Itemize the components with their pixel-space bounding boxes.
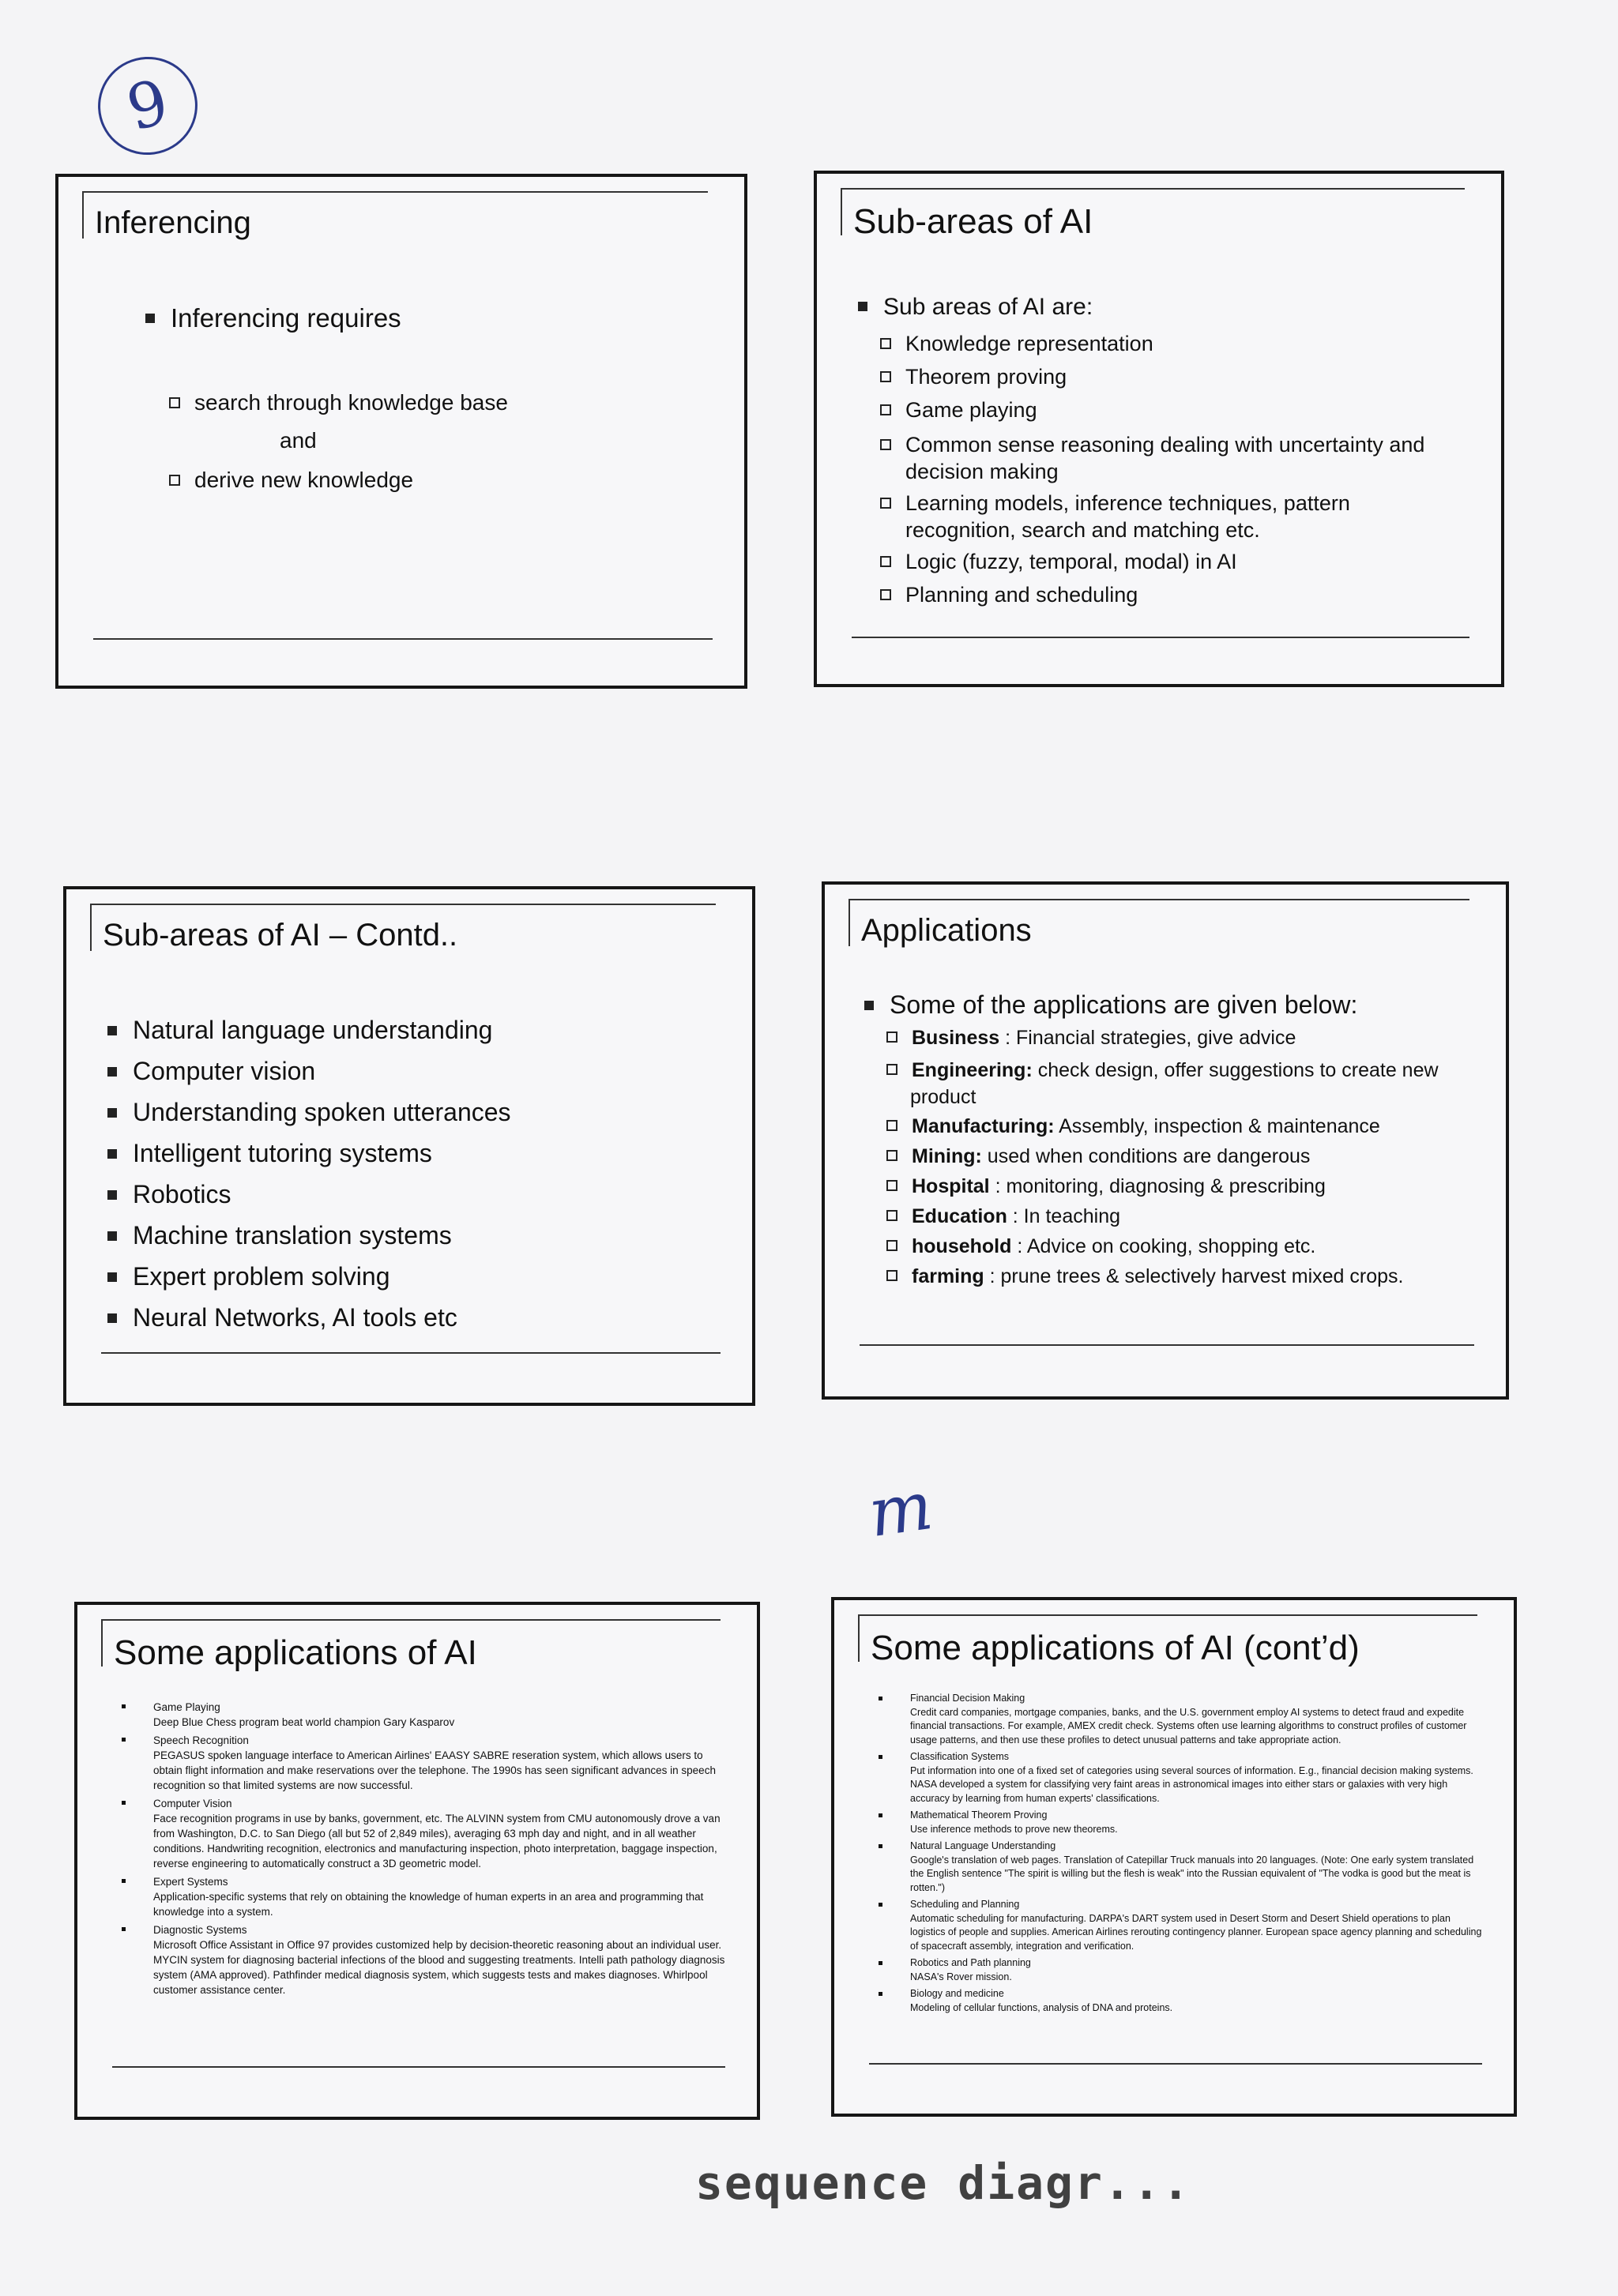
app-label: Engineering: bbox=[912, 1059, 1033, 1081]
slide-bottom-rule bbox=[852, 637, 1469, 638]
item-body: Credit card companies, mortgage companies, banks, and the U.S. government employ AI systems to detect fraud and expedite financial transactions. For example, AMEX credit check. Systems often use learning algorithms to construct profiles of customer usage patterns, and then use these profiles to detect unusual patterns and take appropriate action. bbox=[910, 1706, 1467, 1745]
hollow-box-bullet-icon bbox=[169, 397, 180, 408]
app-item bbox=[886, 1027, 1296, 1050]
list-item bbox=[879, 1809, 1482, 1836]
bullet-item bbox=[107, 1262, 389, 1291]
slide-bottom-rule bbox=[860, 1344, 1474, 1346]
hollow-box-bullet-icon bbox=[886, 1064, 897, 1075]
hollow-box-bullet-icon bbox=[880, 404, 891, 415]
list-item bbox=[879, 1898, 1482, 1953]
item-body: Face recognition programs in use by banks, government, etc. The ALVINN system from CMU autonomously drove a van from Washington, D.C. to San Diego (all but 52 of 2,849 miles), averaging 63 mph day and night, and in all weather conditions. Handwriting recognition, electronics and manufacturing inspection, photo interpretation, baggage inspection, reverse engineering to automatically construct a 3D geometric model. bbox=[153, 1813, 721, 1869]
application-list bbox=[122, 1700, 725, 2001]
sub-item bbox=[169, 468, 413, 493]
bullet-text: Natural language understanding bbox=[133, 1016, 493, 1044]
list-item bbox=[122, 1922, 725, 1997]
bullet-dot-icon bbox=[879, 1903, 882, 1907]
app-label: Business bbox=[912, 1027, 1000, 1049]
hollow-box-bullet-icon bbox=[886, 1032, 897, 1043]
bullet-text: Machine translation systems bbox=[133, 1221, 452, 1249]
sub-item-text: Learning models, inference techniques, pattern recognition, search and matching etc. bbox=[905, 491, 1350, 542]
item-body: Deep Blue Chess program beat world champion Gary Kasparov bbox=[153, 1716, 455, 1728]
item-heading: Natural Language Understanding bbox=[910, 1840, 1056, 1851]
app-item bbox=[886, 1057, 1495, 1110]
bullet-item bbox=[107, 1303, 457, 1332]
hollow-box-bullet-icon bbox=[886, 1120, 897, 1131]
application-list bbox=[879, 1692, 1482, 2018]
bullet-item bbox=[145, 303, 401, 333]
connector-text: and bbox=[280, 428, 317, 453]
item-heading: Expert Systems bbox=[153, 1876, 228, 1888]
app-item bbox=[886, 1235, 1315, 1258]
slide-bottom-rule bbox=[869, 2063, 1482, 2065]
slide-title: Sub-areas of AI – Contd.. bbox=[103, 918, 458, 953]
slide-left-rule bbox=[90, 904, 92, 951]
bullet-text: Expert problem solving bbox=[133, 1262, 390, 1291]
bullet-item bbox=[107, 1016, 492, 1045]
item-heading: Speech Recognition bbox=[153, 1734, 249, 1746]
list-item bbox=[122, 1733, 725, 1793]
sub-item bbox=[880, 490, 1458, 543]
hollow-box-bullet-icon bbox=[886, 1270, 897, 1281]
sub-item-text: derive new knowledge bbox=[194, 468, 414, 492]
slide-bottom-rule bbox=[112, 2066, 725, 2068]
item-body: Put information into one of a fixed set of categories using several sources of information. E.g., financial decision making systems. NASA developed a system for classifying very faint areas in astronomical images into either stars or galaxies with very high accuracy by learning from human experts' classifications. bbox=[910, 1764, 1473, 1804]
slide-bottom-rule bbox=[101, 1352, 721, 1354]
bullet-text: Understanding spoken utterances bbox=[133, 1098, 511, 1126]
slide-left-rule bbox=[841, 188, 842, 235]
item-heading: Financial Decision Making bbox=[910, 1693, 1025, 1704]
sub-item-text: Planning and scheduling bbox=[905, 583, 1138, 607]
item-body: NASA's Rover mission. bbox=[910, 1971, 1012, 1982]
slide-left-rule bbox=[858, 1614, 860, 1662]
square-bullet-icon bbox=[107, 1067, 117, 1077]
slide-applications bbox=[822, 881, 1509, 1400]
bullet-text: Intelligent tutoring systems bbox=[133, 1139, 432, 1167]
slide-top-rule bbox=[82, 191, 708, 193]
square-bullet-icon bbox=[145, 314, 155, 323]
item-heading: Computer Vision bbox=[153, 1798, 232, 1809]
app-label: household bbox=[912, 1235, 1012, 1257]
slide-title: Sub-areas of AI bbox=[853, 202, 1093, 241]
app-text: : In teaching bbox=[1007, 1205, 1120, 1227]
square-bullet-icon bbox=[107, 1149, 117, 1159]
hollow-box-bullet-icon bbox=[880, 439, 891, 450]
sub-item-text: search through knowledge base bbox=[194, 390, 508, 415]
slide-bottom-rule bbox=[93, 638, 713, 640]
slide-left-rule bbox=[849, 899, 850, 946]
slide-top-rule bbox=[858, 1614, 1477, 1616]
bullet-text: Computer vision bbox=[133, 1057, 316, 1085]
hollow-box-bullet-icon bbox=[880, 338, 891, 349]
app-item bbox=[886, 1115, 1380, 1138]
item-body: PEGASUS spoken language interface to American Airlines' EAASY SABRE reseration system, which allows users to obtain flight information and make reservations over the telephone. The 1990s has seen significant advances in speech recognition so that limited systems are now successful. bbox=[153, 1749, 716, 1791]
item-heading: Mathematical Theorem Proving bbox=[910, 1809, 1048, 1821]
list-item bbox=[879, 1956, 1482, 1984]
square-bullet-icon bbox=[107, 1108, 117, 1118]
app-item bbox=[886, 1145, 1310, 1168]
bullet-item bbox=[858, 294, 1093, 321]
item-body: Modeling of cellular functions, analysis of DNA and proteins. bbox=[910, 2001, 1173, 2013]
square-bullet-icon bbox=[107, 1231, 117, 1241]
bullet-item bbox=[107, 1139, 432, 1168]
bullet-dot-icon bbox=[879, 1844, 882, 1848]
app-text: check design, offer suggestions to create new product bbox=[910, 1059, 1439, 1108]
slide-title: Inferencing bbox=[95, 205, 251, 240]
hollow-box-bullet-icon bbox=[886, 1150, 897, 1161]
bullet-item bbox=[107, 1180, 231, 1209]
item-body: Use inference methods to prove new theorems. bbox=[910, 1823, 1118, 1835]
item-body: Google's translation of web pages. Translation of Catepillar Truck manuals into 20 languages. (Note: One early system translated the English sentence "The spirit is willing but the flesh is weak" into the Russian equivalent of "The vodka is good but the meat is rotten.") bbox=[910, 1854, 1474, 1893]
hollow-box-bullet-icon bbox=[169, 475, 180, 486]
sub-item bbox=[169, 390, 508, 415]
square-bullet-icon bbox=[107, 1190, 117, 1200]
slide-subareas-contd bbox=[63, 886, 755, 1406]
list-item bbox=[879, 1839, 1482, 1895]
app-label: Hospital bbox=[912, 1175, 990, 1197]
sub-item-text: Common sense reasoning dealing with uncertainty and decision making bbox=[905, 433, 1425, 483]
slide-top-rule bbox=[90, 904, 716, 905]
square-bullet-icon bbox=[107, 1272, 117, 1282]
hollow-box-bullet-icon bbox=[880, 498, 891, 509]
app-label: farming bbox=[912, 1265, 984, 1287]
app-item bbox=[886, 1205, 1120, 1228]
bullet-item bbox=[864, 990, 1357, 1020]
item-heading: Robotics and Path planning bbox=[910, 1957, 1031, 1968]
app-item bbox=[886, 1265, 1403, 1288]
bullet-item bbox=[107, 1221, 452, 1250]
app-text: used when conditions are dangerous bbox=[981, 1145, 1311, 1167]
sub-item bbox=[880, 431, 1506, 485]
slide-inferencing bbox=[55, 174, 747, 689]
list-item bbox=[879, 1750, 1482, 1806]
sub-item bbox=[880, 398, 1037, 423]
list-item bbox=[122, 1796, 725, 1871]
app-text: : Financial strategies, give advice bbox=[999, 1027, 1296, 1049]
bullet-text: Sub areas of AI are: bbox=[883, 294, 1093, 320]
hollow-box-bullet-icon bbox=[886, 1210, 897, 1221]
app-text: : Advice on cooking, shopping etc. bbox=[1011, 1235, 1316, 1257]
list-item bbox=[879, 1987, 1482, 2015]
hollow-box-bullet-icon bbox=[886, 1180, 897, 1191]
hollow-box-bullet-icon bbox=[880, 371, 891, 382]
slide-left-rule bbox=[101, 1619, 103, 1667]
bullet-dot-icon bbox=[122, 1738, 126, 1742]
bullet-dot-icon bbox=[122, 1704, 126, 1708]
sub-item-text: Theorem proving bbox=[905, 365, 1067, 389]
sub-item bbox=[880, 583, 1138, 607]
list-item bbox=[879, 1692, 1482, 1747]
bullet-text: Some of the applications are given below: bbox=[890, 990, 1358, 1019]
square-bullet-icon bbox=[107, 1026, 117, 1035]
bullet-dot-icon bbox=[879, 1992, 882, 1996]
item-body: Microsoft Office Assistant in Office 97 provides customized help by decision-theoretic reasoning about an individual user. MYCIN system for diagnosing bacterial infections of the blood and suggesting treatments. Intelli path pathology diagnosis system (AMA approved). Pathfinder medical diagnosis system, which suggests tests and makes diagnoses. Whirlpool customer assistance center. bbox=[153, 1939, 725, 1996]
square-bullet-icon bbox=[858, 302, 867, 311]
bullet-dot-icon bbox=[879, 1961, 882, 1965]
slide-some-applications bbox=[74, 1602, 760, 2120]
sub-item bbox=[880, 332, 1153, 356]
slide-subareas bbox=[814, 171, 1504, 687]
item-heading: Scheduling and Planning bbox=[910, 1899, 1020, 1910]
bullet-dot-icon bbox=[879, 1755, 882, 1759]
item-heading: Diagnostic Systems bbox=[153, 1924, 247, 1936]
sub-item-text: Knowledge representation bbox=[905, 332, 1153, 355]
bullet-dot-icon bbox=[122, 1927, 126, 1931]
app-text: : monitoring, diagnosing & prescribing bbox=[989, 1175, 1326, 1197]
item-heading: Biology and medicine bbox=[910, 1988, 1004, 1999]
square-bullet-icon bbox=[107, 1313, 117, 1323]
list-item bbox=[122, 1700, 725, 1730]
page-number-handwritten: 9 bbox=[88, 47, 208, 166]
app-label: Manufacturing: bbox=[912, 1115, 1055, 1137]
slide-top-rule bbox=[849, 899, 1469, 900]
app-item bbox=[886, 1175, 1326, 1198]
footer-stamp-text: sequence diagr... bbox=[695, 2156, 1191, 2210]
item-body: Automatic scheduling for manufacturing. DARPA's DART system used in Desert Storm and Desert Shield operations to plan logistics of people and supplies. American Airlines rerouting contingency planner. European space agency planning and scheduling of spacecraft assembly, integration and verification. bbox=[910, 1912, 1482, 1952]
bullet-dot-icon bbox=[879, 1813, 882, 1817]
bullet-item bbox=[107, 1098, 511, 1127]
slide-title: Some applications of AI bbox=[114, 1633, 477, 1672]
slide-title: Some applications of AI (cont’d) bbox=[871, 1629, 1360, 1667]
app-text: : prune trees & selectively harvest mixed crops. bbox=[984, 1265, 1404, 1287]
sub-item bbox=[880, 365, 1067, 389]
slide-top-rule bbox=[101, 1619, 721, 1621]
slide-left-rule bbox=[82, 191, 84, 239]
app-text: Assembly, inspection & maintenance bbox=[1054, 1115, 1380, 1137]
sub-item bbox=[880, 550, 1237, 574]
item-heading: Classification Systems bbox=[910, 1751, 1010, 1762]
hollow-box-bullet-icon bbox=[880, 556, 891, 567]
app-label: Education bbox=[912, 1205, 1007, 1227]
hollow-box-bullet-icon bbox=[880, 589, 891, 600]
bullet-item bbox=[107, 1057, 315, 1086]
bullet-dot-icon bbox=[122, 1879, 126, 1883]
slide-title: Applications bbox=[861, 913, 1032, 948]
hollow-box-bullet-icon bbox=[886, 1240, 897, 1251]
square-bullet-icon bbox=[864, 1001, 874, 1010]
slide-some-applications-contd bbox=[831, 1597, 1517, 2117]
sub-item-text: Logic (fuzzy, temporal, modal) in AI bbox=[905, 550, 1237, 573]
list-item bbox=[122, 1874, 725, 1919]
handwritten-mark: m bbox=[864, 1466, 938, 1553]
bullet-text: Inferencing requires bbox=[171, 303, 401, 333]
bullet-dot-icon bbox=[122, 1801, 126, 1805]
bullet-text: Robotics bbox=[133, 1180, 231, 1208]
slide-top-rule bbox=[841, 188, 1465, 190]
item-body: Application-specific systems that rely on obtaining the knowledge of human experts in an area and programming that knowledge into a system. bbox=[153, 1891, 704, 1918]
bullet-text: Neural Networks, AI tools etc bbox=[133, 1303, 457, 1332]
item-heading: Game Playing bbox=[153, 1701, 220, 1713]
app-label: Mining: bbox=[912, 1145, 982, 1167]
sub-item-text: Game playing bbox=[905, 398, 1037, 422]
bullet-dot-icon bbox=[879, 1697, 882, 1700]
